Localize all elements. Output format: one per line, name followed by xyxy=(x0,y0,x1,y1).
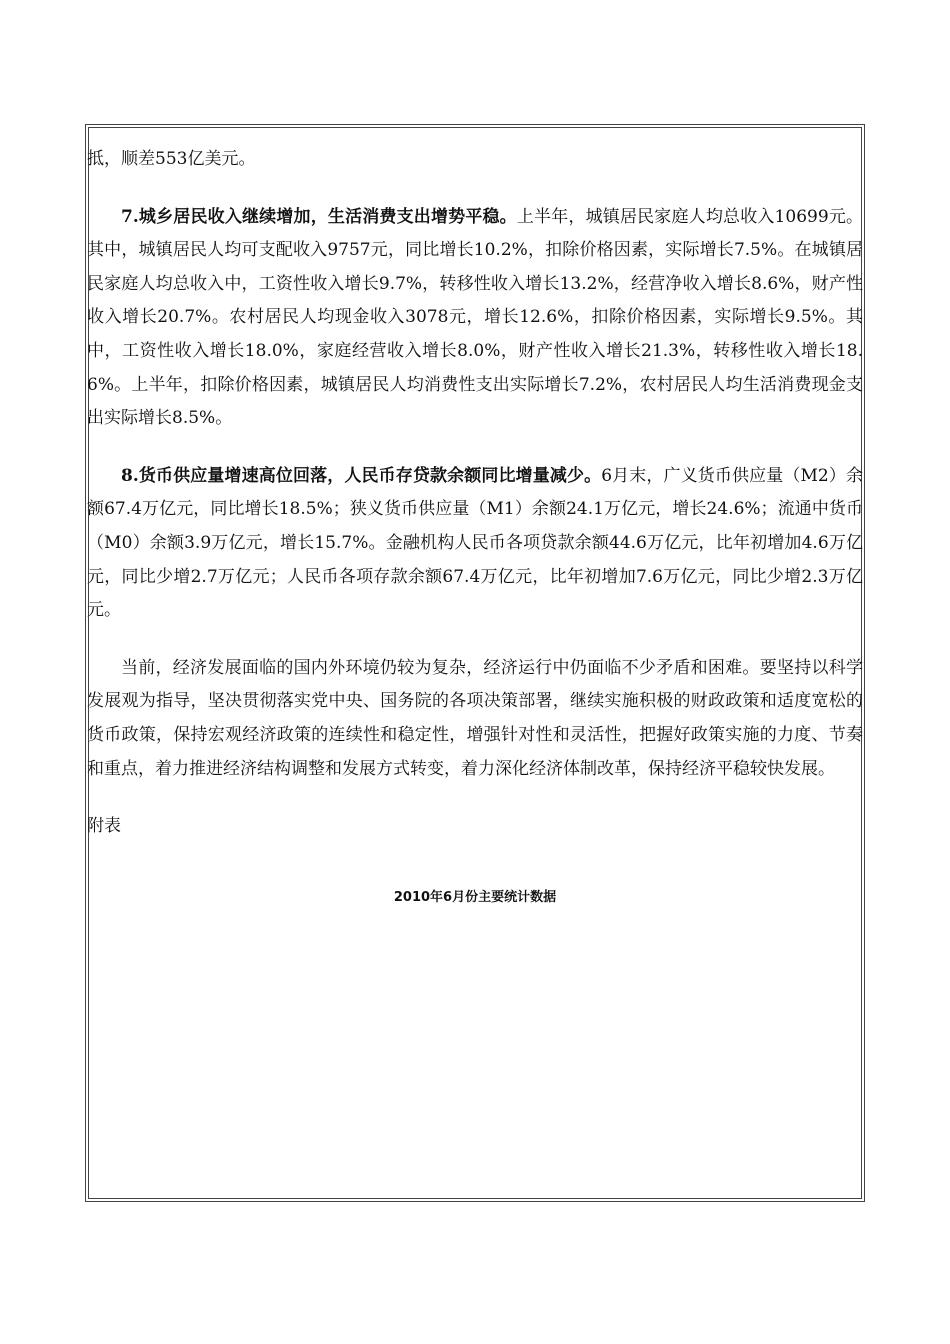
section-8-body: 6月末，广义货币供应量（M2）余额67.4万亿元，同比增长18.5%；狭义货币供应量（M1）余额24.1万亿元，增长24.6%；流通中货币（M0）余额3.9万亿元，增长15.7%。金融机构人民币各项贷款余额44.6万亿元，比年初增加4.6万亿元，同比少增2.7万亿元；人民币各项存款余额67.4万亿元，比年初增加7.6万亿元，同比少增2.3万亿元。 xyxy=(87,465,863,621)
continuation-paragraph: 抵，顺差553亿美元。 xyxy=(87,149,256,169)
section-7-paragraph xyxy=(87,201,863,436)
section-8-heading: 8.货币供应量增速高位回落，人民币存贷款余额同比增量减少。 xyxy=(121,465,602,486)
conclusion-paragraph: 当前，经济发展面临的国内外环境仍较为复杂，经济运行中仍面临不少矛盾和困难。要坚持以科学发展观为指导，坚决贯彻落实党中央、国务院的各项决策部署，继续实施积极的财政政策和适度宽松的货币政策，保持宏观经济政策的连续性和稳定性，增强针对性和灵活性，把握好政策实施的力度、节奏和重点，着力推进经济结构调整和发展方式转变，着力深化经济体制改革，保持经济平稳较快发展。 xyxy=(87,657,863,779)
section-7-body: 上半年，城镇居民家庭人均总收入10699元。其中，城镇居民人均可支配收入9757元，同比增长10.2%，扣除价格因素，实际增长7.5%。在城镇居民家庭人均总收入中，工资性收入增长9.7%，转移性收入增长13.2%，经营净收入增长8.6%，财产性收入增长20.7%。农村居民人均现金收入3078元，增长12.6%，扣除价格因素，实际增长9.5%。其中，工资性收入增长18.0%，家庭经营收入增长8.0%，财产性收入增长21.3%，转移性收入增长18.6%。上半年，扣除价格因素，城镇居民人均消费性支出实际增长7.2%，农村居民人均生活消费现金支出实际增长8.5%。 xyxy=(87,206,863,429)
appendix-label: 附表 xyxy=(87,816,121,837)
document-body xyxy=(87,143,863,908)
section-8-paragraph xyxy=(87,460,863,628)
section-7-heading: 7.城乡居民收入继续增加，生活消费支出增势平稳。 xyxy=(121,206,517,227)
table-caption: 2010年6月份主要统计数据 xyxy=(393,889,557,905)
